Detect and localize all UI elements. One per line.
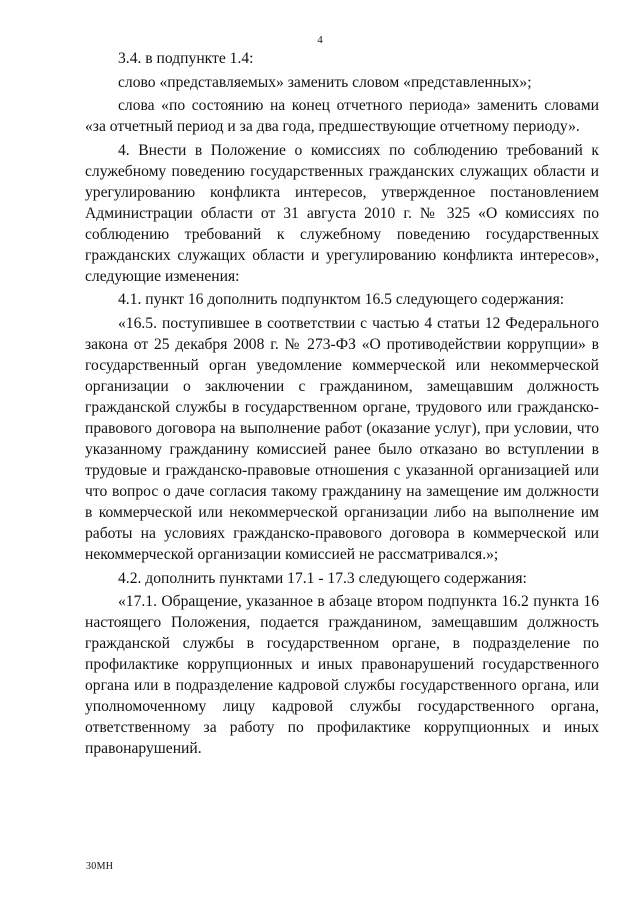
document-body — [85, 48, 599, 762]
paragraph-4-1: 4.1. пункт 16 дополнить подпунктом 16.5 следующего содержания: — [118, 291, 565, 309]
paragraph-4-amendments: 4. Внести в Положение о комиссиях по соблюдению требований к служебному поведению государственных гражданских служащих области и урегулированию конфликта интересов, утвержденное постановлением Администрации области от 31 августа 2010 г. № 325 «О комиссиях по соблюдению требований к служебному поведению государственных гражданских служащих области и урегулированию конфликта интересов», следующие изменения: — [85, 141, 599, 285]
paragraph-3-4-heading: 3.4. в подпункте 1.4: — [118, 50, 254, 67]
paragraph-17-1: «17.1. Обращение, указанное в абзаце втором подпункта 16.2 пункта 16 настоящего Положения, подается гражданином, замещавшим должность гражданской службы в государственном органе, в подразделение по профилактике коррупционных и иных правонарушений государственного органа или в подразделение кадровой службы государственного органа, или уполномоченному лицу кадровой службы государственного органа, ответственному за работу по профилактике коррупционных и иных правонарушений. — [85, 593, 599, 758]
paragraph-4-2: 4.2. дополнить пунктами 17.1 - 17.3 следующего содержания: — [118, 569, 527, 587]
paragraph-16-5: «16.5. поступившее в соответствии с частью 4 статьи 12 Федерального закона от 25 декабря 2008 г. № 273-ФЗ «О противодействии коррупции» в государственный орган уведомление коммерческой или некоммерческой организации о заключении с гражданином, замещавшим должность гражданской службы в государственном органе, трудового или гражданско-правового договора на выполнение работ (оказание услуг), при условии, что указанному гражданину комиссией ранее было отказано во вступлении в трудовые и гражданско-правовые отношения с указанной организацией или что вопрос о даче согласия такому гражданину на замещение им должности в коммерческой или некоммерческой организации либо на выполнение им работы на условиях гражданско-правового договора в коммерческой или некоммерческой организации комиссией не рассматривался.»; — [85, 314, 599, 563]
paragraph-phrase-replacement: слова «по состоянию на конец отчетного периода» заменить словами «за отчетный период и за два года, предшествующие отчетному периоду». — [85, 97, 599, 136]
paragraph-word-replacement: слово «представляемых» заменить словом «представленных»; — [118, 73, 532, 91]
page-number: 4 — [317, 34, 323, 46]
footer-code: 30МН — [86, 861, 114, 872]
